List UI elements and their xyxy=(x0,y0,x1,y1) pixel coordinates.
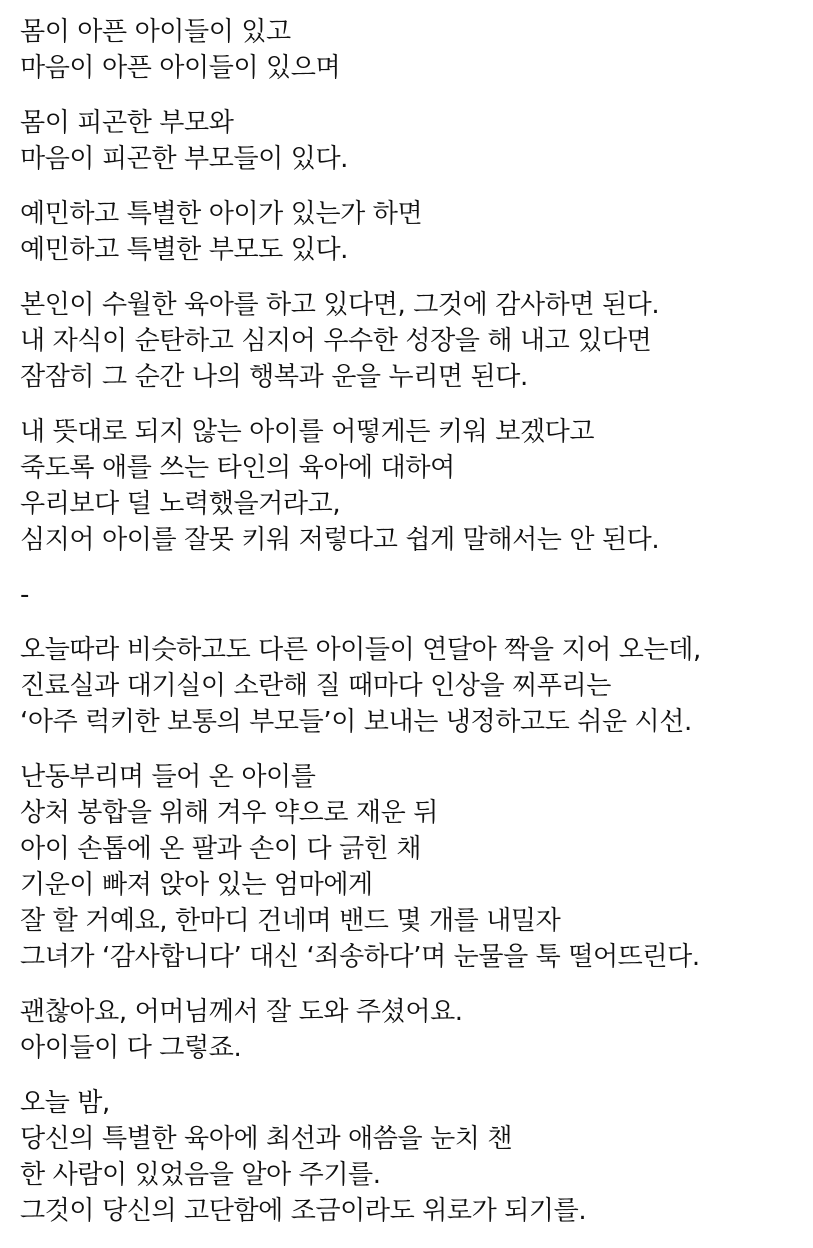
paragraph-7 xyxy=(20,759,800,975)
text-line: 기운이 빠져 앉아 있는 엄마에게 xyxy=(20,870,373,900)
text-line: 한 사람이 있었음을 알아 주기를. xyxy=(20,1160,381,1190)
text-line: 그녀가 ‘감사합니다’ 대신 ‘죄송하다’며 눈물을 툭 떨어뜨린다. xyxy=(20,942,700,972)
text-line: 아이 손톱에 온 팔과 손이 다 긁힌 채 xyxy=(20,834,422,864)
paragraph-5 xyxy=(20,414,800,558)
paragraph-2 xyxy=(20,105,800,177)
text-line: 난동부리며 들어 온 아이를 xyxy=(20,762,316,792)
text-line: 오늘 밤, xyxy=(20,1088,110,1118)
divider-dash: - xyxy=(20,580,29,610)
text-line: ‘아주 럭키한 보통의 부모들’이 보내는 냉정하고도 쉬운 시선. xyxy=(20,707,692,737)
paragraph-3 xyxy=(20,196,800,268)
document-body xyxy=(20,14,800,1248)
text-line: 심지어 아이를 잘못 키워 저렇다고 쉽게 말해서는 안 된다. xyxy=(20,525,660,555)
text-line: 당신의 특별한 육아에 최선과 애씀을 눈치 챈 xyxy=(20,1124,513,1154)
paragraph-9 xyxy=(20,1085,800,1229)
text-line: 마음이 피곤한 부모들이 있다. xyxy=(20,144,349,174)
text-line: 잠잠히 그 순간 나의 행복과 운을 누리면 된다. xyxy=(20,362,528,392)
paragraph-4 xyxy=(20,287,800,395)
text-line: 내 자식이 순탄하고 심지어 우수한 성장을 해 내고 있다면 xyxy=(20,326,652,356)
text-line: 예민하고 특별한 부모도 있다. xyxy=(20,235,349,265)
text-line: 마음이 아픈 아이들이 있으며 xyxy=(20,53,341,83)
paragraph-8 xyxy=(20,994,800,1066)
text-line: 몸이 피곤한 부모와 xyxy=(20,108,234,138)
text-line: 괜찮아요, 어머님께서 잘 도와 주셨어요. xyxy=(20,997,463,1027)
text-line: 우리보다 덜 노력했을거라고, xyxy=(20,489,341,519)
text-line: 몸이 아픈 아이들이 있고 xyxy=(20,17,291,47)
section-divider xyxy=(20,577,800,613)
text-line: 본인이 수월한 육아를 하고 있다면, 그것에 감사하면 된다. xyxy=(20,290,660,320)
text-line: 오늘따라 비슷하고도 다른 아이들이 연달아 짝을 지어 오는데, xyxy=(20,635,701,665)
text-line: 내 뜻대로 되지 않는 아이를 어떻게든 키워 보겠다고 xyxy=(20,417,595,447)
text-line: 진료실과 대기실이 소란해 질 때마다 인상을 찌푸리는 xyxy=(20,671,611,701)
text-line: 그것이 당신의 고단함에 조금이라도 위로가 되기를. xyxy=(20,1196,587,1226)
paragraph-1 xyxy=(20,14,800,86)
text-line: 예민하고 특별한 아이가 있는가 하면 xyxy=(20,199,423,229)
paragraph-6 xyxy=(20,632,800,740)
text-line: 상처 봉합을 위해 겨우 약으로 재운 뒤 xyxy=(20,798,438,828)
text-line: 아이들이 다 그렇죠. xyxy=(20,1033,242,1063)
text-line: 잘 할 거예요, 한마디 건네며 밴드 몇 개를 내밀자 xyxy=(20,906,561,936)
text-line: 죽도록 애를 쓰는 타인의 육아에 대하여 xyxy=(20,453,455,483)
